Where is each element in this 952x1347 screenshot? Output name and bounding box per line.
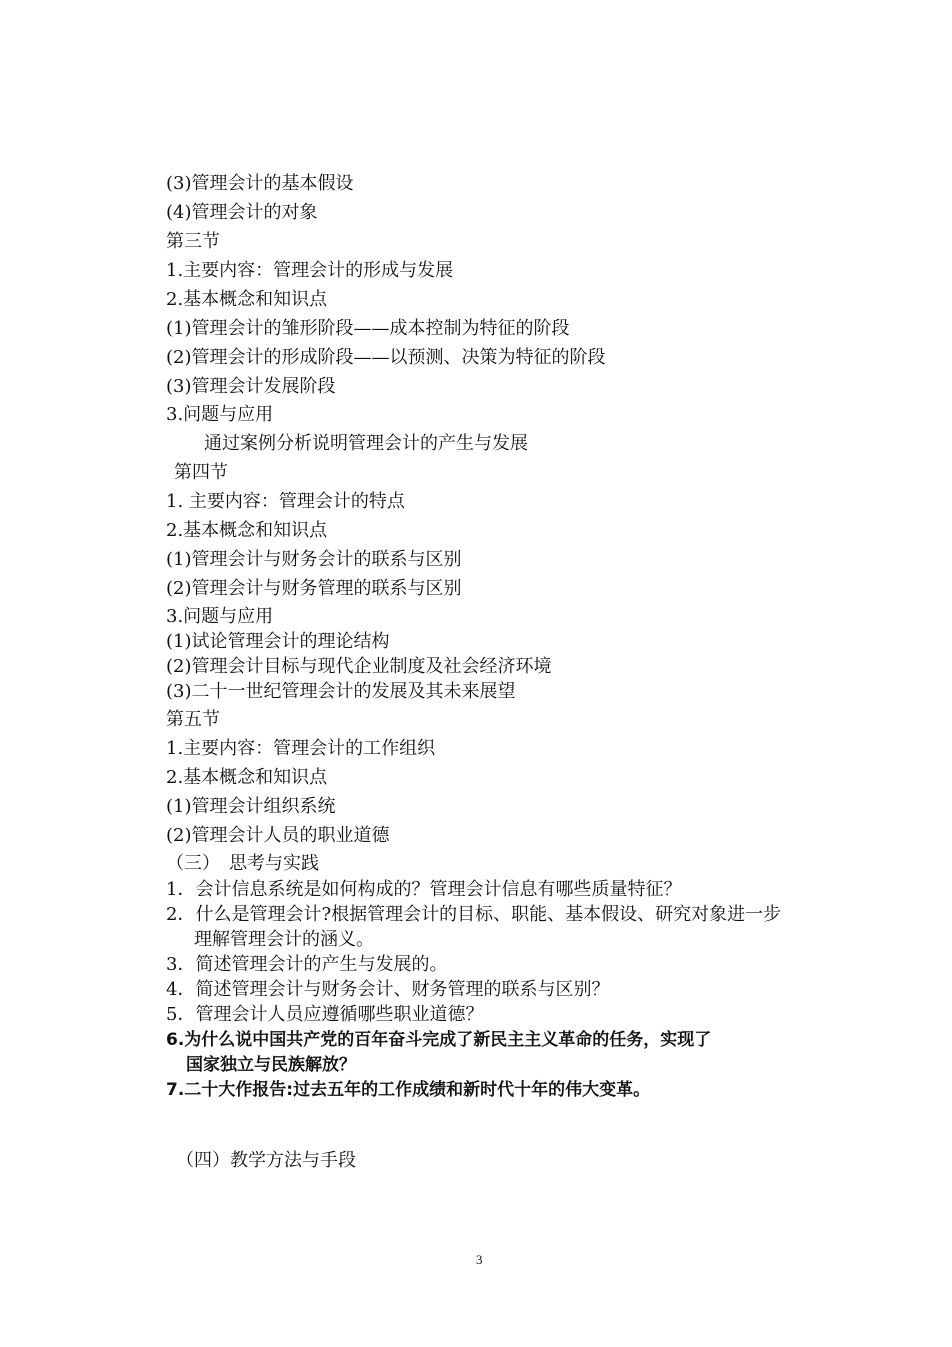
text-line: 2.基本概念和知识点 — [166, 767, 328, 788]
section-heading: 第四节 — [174, 462, 228, 483]
text-line: 通过案例分析说明管理会计的产生与发展 — [204, 433, 528, 454]
text-line: (2)管理会计人员的职业道德 — [166, 825, 390, 846]
question-item-bold: 6.为什么说中国共产党的百年奋斗完成了新民主主义革命的任务，实现了 — [166, 1030, 712, 1050]
question-item: 1．会计信息系统是如何构成的？管理会计信息有哪些质量特征？ — [166, 879, 682, 900]
text-line: (1)试论管理会计的理论结构 — [166, 631, 390, 652]
text-line: (1)管理会计与财务会计的联系与区别 — [166, 549, 462, 570]
text-line: 1.主要内容：管理会计的形成与发展 — [166, 260, 454, 281]
section-heading: 第三节 — [166, 231, 220, 252]
question-item: 2．什么是管理会计?根据管理会计的目标、职能、基本假设、研究对象进一步 — [166, 904, 782, 925]
question-item: 3．简述管理会计的产生与发展的。 — [166, 954, 448, 975]
question-item: 5．管理会计人员应遵循哪些职业道德？ — [166, 1004, 484, 1025]
text-line: 1.主要内容：管理会计的工作组织 — [166, 738, 436, 759]
question-item-continuation: 理解管理会计的涵义。 — [194, 929, 374, 950]
text-line: (3)管理会计发展阶段 — [166, 376, 336, 397]
subsection-heading: （三） 思考与实践 — [166, 853, 319, 874]
text-line: (3)二十一世纪管理会计的发展及其未来展望 — [166, 681, 516, 702]
question-item-bold: 7.二十大作报告:过去五年的工作成绩和新时代十年的伟大变革。 — [166, 1080, 651, 1100]
subsection-heading: （四）教学方法与手段 — [176, 1150, 356, 1171]
text-line: (3)管理会计的基本假设 — [166, 173, 354, 194]
text-line: (4)管理会计的对象 — [166, 202, 318, 223]
text-line: 3.问题与应用 — [166, 606, 274, 627]
page-number: 3 — [476, 1252, 483, 1267]
text-line: (2)管理会计的形成阶段——以预测、决策为特征的阶段 — [166, 347, 606, 368]
text-line: 2.基本概念和知识点 — [166, 520, 328, 541]
text-line: (1)管理会计的雏形阶段——成本控制为特征的阶段 — [166, 318, 570, 339]
text-line: 2.基本概念和知识点 — [166, 289, 328, 310]
text-line: 3.问题与应用 — [166, 404, 274, 425]
text-line: (2)管理会计目标与现代企业制度及社会经济环境 — [166, 656, 552, 677]
question-item: 4．简述管理会计与财务会计、财务管理的联系与区别？ — [166, 979, 610, 1000]
section-heading: 第五节 — [166, 709, 220, 730]
text-line: (1)管理会计组织系统 — [166, 796, 336, 817]
question-item-bold-continuation: 国家独立与民族解放？ — [186, 1055, 356, 1075]
text-line: (2)管理会计与财务管理的联系与区别 — [166, 578, 462, 599]
text-line: 1. 主要内容：管理会计的特点 — [166, 491, 405, 512]
